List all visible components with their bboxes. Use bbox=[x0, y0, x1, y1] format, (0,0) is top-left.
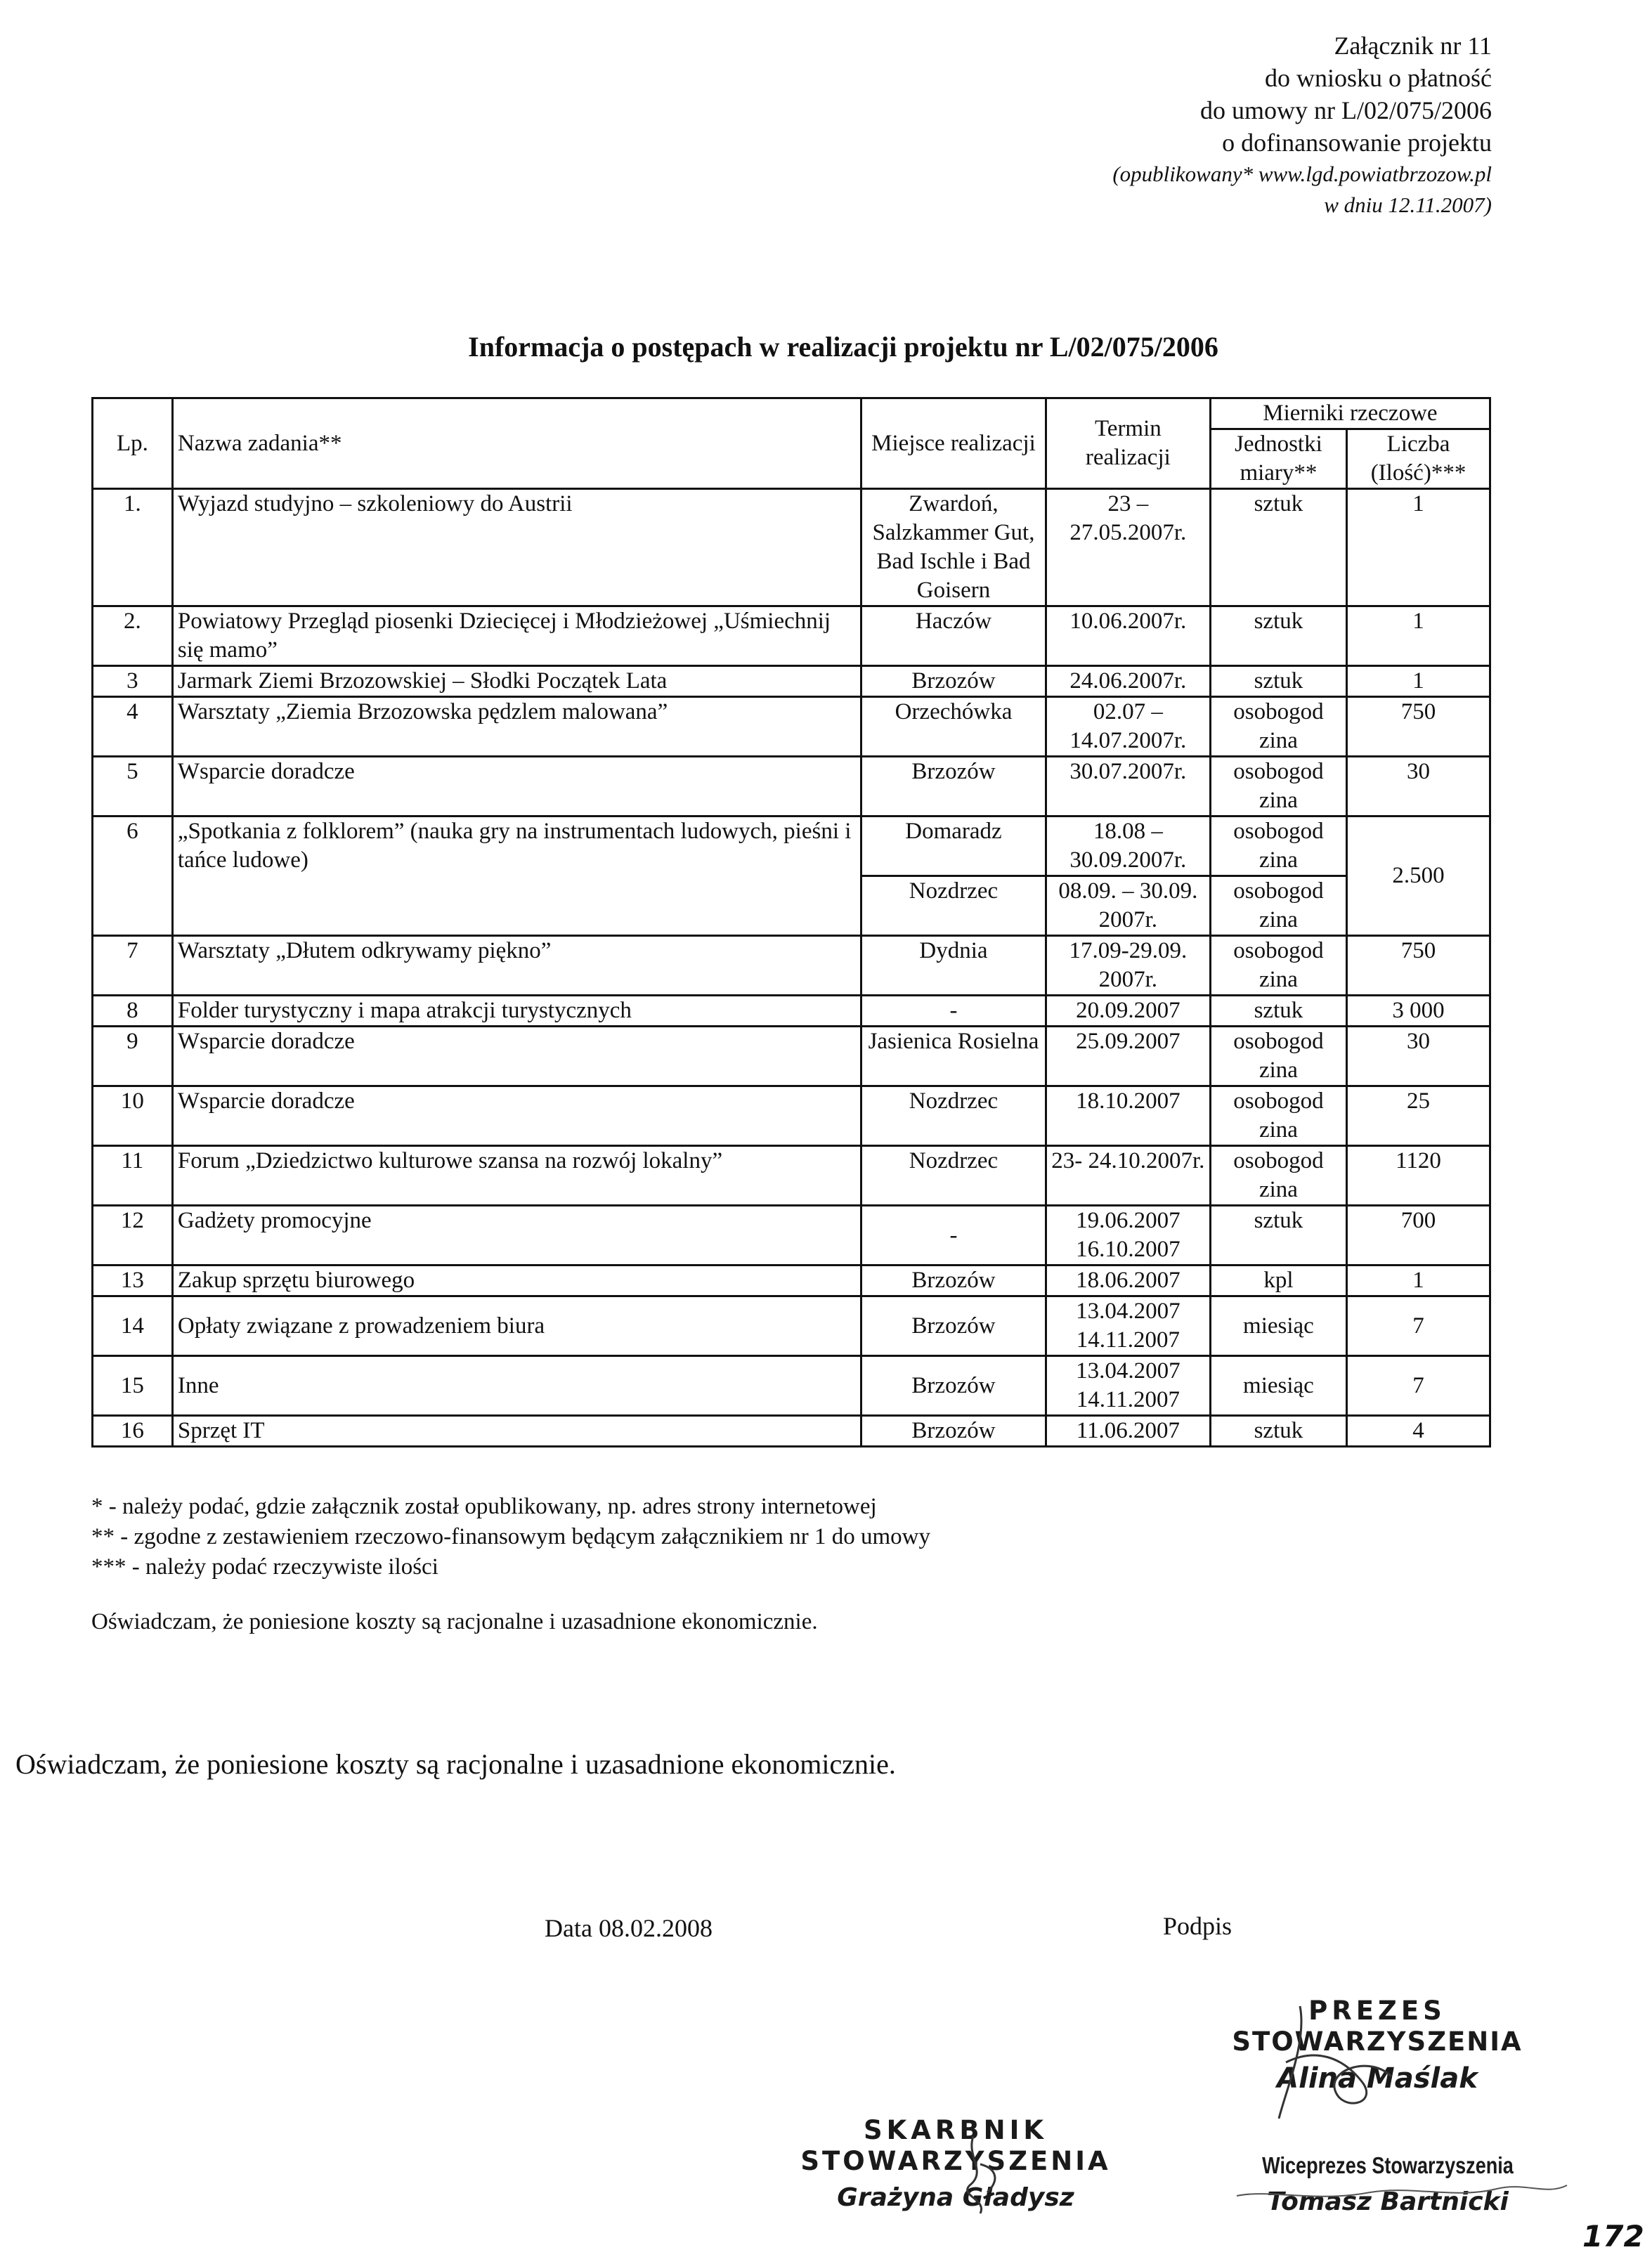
cell-unit: osobogod zina bbox=[1210, 1086, 1346, 1146]
cell-unit: osobogod zina bbox=[1210, 1146, 1346, 1206]
cell-place: Brzozów bbox=[861, 1296, 1046, 1356]
cell-place: Dydnia bbox=[861, 936, 1046, 996]
cell-lp: 3 bbox=[93, 666, 173, 697]
cell-name: Folder turystyczny i mapa atrakcji turystycznych bbox=[172, 996, 861, 1027]
header-place: Miejsce realizacji bbox=[861, 398, 1046, 489]
header-unit: Jednostki miary** bbox=[1210, 429, 1346, 489]
cell-place: Haczów bbox=[861, 606, 1046, 666]
cell-unit: sztuk bbox=[1210, 666, 1346, 697]
table-row bbox=[93, 817, 1490, 876]
cell-qty: 25 bbox=[1347, 1086, 1490, 1146]
table-row bbox=[93, 697, 1490, 757]
cell-lp: 9 bbox=[93, 1027, 173, 1086]
cell-lp: 10 bbox=[93, 1086, 173, 1146]
table-row bbox=[93, 1416, 1490, 1447]
cell-unit: sztuk bbox=[1210, 1206, 1346, 1266]
cell-place: Nozdrzec bbox=[861, 876, 1046, 936]
header-line-1: Załącznik nr 11 bbox=[1334, 32, 1492, 60]
cell-unit: miesiąc bbox=[1210, 1356, 1346, 1416]
cell-term: 24.06.2007r. bbox=[1046, 666, 1210, 697]
header-line-6: w dniu 12.11.2007) bbox=[1324, 193, 1492, 217]
cell-qty: 3 000 bbox=[1347, 996, 1490, 1027]
cell-place: Nozdrzec bbox=[861, 1086, 1046, 1146]
cell-unit: osobogod zina bbox=[1210, 936, 1346, 996]
table-row bbox=[93, 1266, 1490, 1296]
cell-place: - bbox=[861, 1206, 1046, 1266]
cell-qty: 1120 bbox=[1347, 1146, 1490, 1206]
cell-unit: osobogod zina bbox=[1210, 1027, 1346, 1086]
table-row bbox=[93, 489, 1490, 606]
stamp-wiceprezes-name: Tomasz Bartnicki bbox=[1267, 2187, 1509, 2216]
cell-unit: miesiąc bbox=[1210, 1296, 1346, 1356]
footnote-1: * - należy podać, gdzie załącznik został opublikowany, np. adres strony internetowej bbox=[91, 1494, 877, 1519]
cell-qty: 7 bbox=[1347, 1296, 1490, 1356]
header-term: Termin realizacji bbox=[1046, 398, 1210, 489]
cell-qty: 30 bbox=[1347, 757, 1490, 817]
cell-lp: 2. bbox=[93, 606, 173, 666]
cell-qty: 1 bbox=[1347, 606, 1490, 666]
cell-place: Brzozów bbox=[861, 757, 1046, 817]
cell-qty: 750 bbox=[1347, 697, 1490, 757]
cell-term: 19.06.2007 16.10.2007 bbox=[1046, 1206, 1210, 1266]
cell-place: Orzechówka bbox=[861, 697, 1046, 757]
cell-lp: 7 bbox=[93, 936, 173, 996]
cell-place: - bbox=[861, 996, 1046, 1027]
cell-term: 18.10.2007 bbox=[1046, 1086, 1210, 1146]
cell-unit: sztuk bbox=[1210, 996, 1346, 1027]
declaration: Oświadczam, że poniesione koszty są racjonalne i uzasadnione ekonomicznie. bbox=[91, 1609, 818, 1634]
cell-term: 18.06.2007 bbox=[1046, 1266, 1210, 1296]
header-measures: Mierniki rzeczowe bbox=[1210, 398, 1490, 429]
stamp-skarbnik-name: Grażyna Gładysz bbox=[837, 2183, 1074, 2212]
cell-place: Brzozów bbox=[861, 1416, 1046, 1447]
cell-unit: sztuk bbox=[1210, 489, 1346, 606]
cell-name: „Spotkania z folklorem” (nauka gry na instrumentach ludowych, pieśni i tańce ludowe) bbox=[172, 817, 861, 936]
cell-name: Jarmark Ziemi Brzozowskiej – Słodki Początek Lata bbox=[172, 666, 861, 697]
table-row bbox=[93, 996, 1490, 1027]
table-row bbox=[93, 666, 1490, 697]
header-line-2: do wniosku o płatność bbox=[1265, 64, 1492, 92]
table-row bbox=[93, 936, 1490, 996]
cell-term: 02.07 – 14.07.2007r. bbox=[1046, 697, 1210, 757]
attachment-header bbox=[859, 30, 1492, 221]
header-line-4: o dofinansowanie projektu bbox=[1222, 129, 1492, 157]
cell-qty: 1 bbox=[1347, 489, 1490, 606]
document-title: Informacja o postępach w realizacji projektu nr L/02/075/2006 bbox=[468, 331, 1218, 363]
cell-name: Wsparcie doradcze bbox=[172, 1086, 861, 1146]
tasks-table bbox=[91, 397, 1491, 1447]
stamp-prezes-role: PREZES bbox=[1308, 1996, 1446, 2026]
header-qty: Liczba (Ilość)*** bbox=[1347, 429, 1490, 489]
cell-unit: sztuk bbox=[1210, 606, 1346, 666]
cell-term: 30.07.2007r. bbox=[1046, 757, 1210, 817]
footnotes bbox=[91, 1492, 930, 1582]
cell-name: Warsztaty „Dłutem odkrywamy piękno” bbox=[172, 936, 861, 996]
cell-name: Wyjazd studyjno – szkoleniowy do Austrii bbox=[172, 489, 861, 606]
cell-lp: 5 bbox=[93, 757, 173, 817]
table-row bbox=[93, 606, 1490, 666]
stamp-skarbnik-org: STOWARZYSZENIA bbox=[800, 2146, 1111, 2176]
cell-lp: 4 bbox=[93, 697, 173, 757]
cell-name: Powiatowy Przegląd piosenki Dziecięcej i Młodzieżowej „Uśmiechnij się mamo” bbox=[172, 606, 861, 666]
signature-skarbnik bbox=[938, 2129, 1022, 2227]
cell-lp: 8 bbox=[93, 996, 173, 1027]
cell-name: Gadżety promocyjne bbox=[172, 1206, 861, 1266]
table-row bbox=[93, 1206, 1490, 1266]
cell-term: 25.09.2007 bbox=[1046, 1027, 1210, 1086]
cell-qty: 1 bbox=[1347, 1266, 1490, 1296]
cell-name: Opłaty związane z prowadzeniem biura bbox=[172, 1296, 861, 1356]
cell-qty: 7 bbox=[1347, 1356, 1490, 1416]
table-row bbox=[93, 1356, 1490, 1416]
cell-name: Zakup sprzętu biurowego bbox=[172, 1266, 861, 1296]
header-line-3: do umowy nr L/02/075/2006 bbox=[1200, 96, 1492, 124]
cell-place: Brzozów bbox=[861, 1266, 1046, 1296]
cell-term: 10.06.2007r. bbox=[1046, 606, 1210, 666]
cell-unit: osobogod zina bbox=[1210, 757, 1346, 817]
cell-unit: osobogod zina bbox=[1210, 876, 1346, 936]
cell-qty: 750 bbox=[1347, 936, 1490, 996]
cell-term: 18.08 – 30.09.2007r. bbox=[1046, 817, 1210, 876]
page-number: 172 bbox=[1582, 2219, 1644, 2253]
cell-place: Jasienica Rosielna bbox=[861, 1027, 1046, 1086]
signature-label: Podpis bbox=[1163, 1912, 1233, 1940]
cell-lp: 1. bbox=[93, 489, 173, 606]
cell-qty: 1 bbox=[1347, 666, 1490, 697]
cell-name: Wsparcie doradcze bbox=[172, 757, 861, 817]
header-name: Nazwa zadania** bbox=[172, 398, 861, 489]
cell-term: 11.06.2007 bbox=[1046, 1416, 1210, 1447]
cell-unit: osobogod zina bbox=[1210, 697, 1346, 757]
table-row bbox=[93, 1027, 1490, 1086]
table-row bbox=[93, 757, 1490, 817]
cell-lp: 6 bbox=[93, 817, 173, 936]
cell-term: 23- 24.10.2007r. bbox=[1046, 1146, 1210, 1206]
table-row bbox=[93, 1146, 1490, 1206]
footnote-3: *** - należy podać rzeczywiste ilości bbox=[91, 1554, 438, 1580]
cell-place: Brzozów bbox=[861, 666, 1046, 697]
cell-term: 08.09. – 30.09. 2007r. bbox=[1046, 876, 1210, 936]
cell-lp: 12 bbox=[93, 1206, 173, 1266]
cell-name: Wsparcie doradcze bbox=[172, 1027, 861, 1086]
cell-unit: kpl bbox=[1210, 1266, 1346, 1296]
cell-term: 17.09-29.09. 2007r. bbox=[1046, 936, 1210, 996]
cell-name: Forum „Dziedzictwo kulturowe szansa na rozwój lokalny” bbox=[172, 1146, 861, 1206]
stamp-skarbnik-role: SKARBNIK bbox=[863, 2115, 1048, 2145]
table-header-row bbox=[93, 398, 1490, 429]
cell-name: Warsztaty „Ziemia Brzozowska pędzlem malowana” bbox=[172, 697, 861, 757]
cell-lp: 15 bbox=[93, 1356, 173, 1416]
footnote-2: ** - zgodne z zestawieniem rzeczowo-finansowym będącym załącznikiem nr 1 do umowy bbox=[91, 1524, 930, 1549]
cell-term: 23 – 27.05.2007r. bbox=[1046, 489, 1210, 606]
cell-term: 13.04.2007 14.11.2007 bbox=[1046, 1356, 1210, 1416]
cell-lp: 11 bbox=[93, 1146, 173, 1206]
cell-qty: 4 bbox=[1347, 1416, 1490, 1447]
stamp-wiceprezes-role: Wiceprezes Stowarzyszenia bbox=[1262, 2152, 1514, 2178]
cell-place: Zwardoń, Salzkammer Gut, Bad Ischle i Bad Goisern bbox=[861, 489, 1046, 606]
signature-prezes bbox=[1258, 1978, 1419, 2126]
cell-lp: 14 bbox=[93, 1296, 173, 1356]
cell-qty: 700 bbox=[1347, 1206, 1490, 1266]
cell-term: 13.04.2007 14.11.2007 bbox=[1046, 1296, 1210, 1356]
stamp-prezes-name: Alina Maślak bbox=[1277, 2062, 1478, 2095]
cell-place: Brzozów bbox=[861, 1356, 1046, 1416]
cell-place: Domaradz bbox=[861, 817, 1046, 876]
cell-qty: 2.500 bbox=[1347, 817, 1490, 936]
cell-lp: 16 bbox=[93, 1416, 173, 1447]
date-line: Data 08.02.2008 bbox=[545, 1914, 713, 1942]
cell-name: Inne bbox=[172, 1356, 861, 1416]
cell-lp: 13 bbox=[93, 1266, 173, 1296]
cell-unit: sztuk bbox=[1210, 1416, 1346, 1447]
signature-wiceprezes bbox=[1230, 2168, 1595, 2217]
table-row bbox=[93, 1086, 1490, 1146]
cell-qty: 30 bbox=[1347, 1027, 1490, 1086]
cell-name: Sprzęt IT bbox=[172, 1416, 861, 1447]
header-lp: Lp. bbox=[93, 398, 173, 489]
stamp-prezes-org: STOWARZYSZENIA bbox=[1232, 2026, 1523, 2057]
declaration-repeat: Oświadczam, że poniesione koszty są racjonalne i uzasadnione ekonomicznie. bbox=[15, 1748, 896, 1780]
cell-unit: osobogod zina bbox=[1210, 817, 1346, 876]
cell-term: 20.09.2007 bbox=[1046, 996, 1210, 1027]
table-row bbox=[93, 1296, 1490, 1356]
header-line-5: (opublikowany* www.lgd.powiatbrzozow.pl bbox=[1112, 162, 1492, 186]
cell-place: Nozdrzec bbox=[861, 1146, 1046, 1206]
